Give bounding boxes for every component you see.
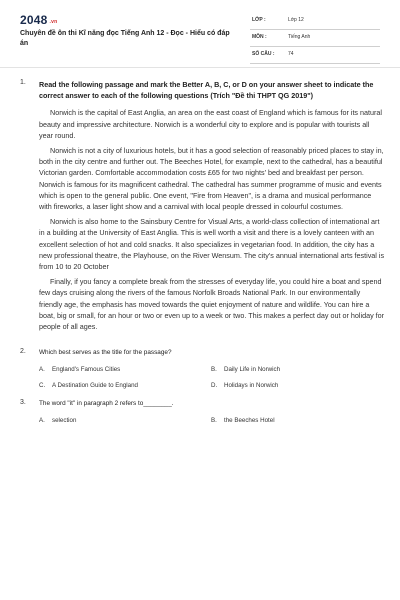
option-text: Daily Life in Norwich [224,366,281,374]
meta-label: MÔN : [252,34,267,40]
option-letter: A. [39,366,45,374]
option-a[interactable] [39,417,76,424]
question-1 [20,79,385,332]
questions-content [20,79,385,429]
option-text: A Destination Guide to England [52,382,138,390]
option-letter: B. [211,417,217,425]
question-number: 3. [20,399,26,407]
question-text: The word "it" in paragraph 2 refers to________. [39,400,174,408]
question-2 [20,348,385,390]
option-b[interactable] [211,417,275,424]
option-text: the Beeches Hotel [224,417,275,425]
passage-paragraph-1: Norwich is the capital of East Anglia, an area on the east coast of England which is famous for its natural beauty and impressive architecture. Norwich is a wonderful city to explore and is popular with tourists all year round. [39,108,383,140]
meta-value: 74 [288,51,294,57]
option-text: selection [52,417,77,425]
option-b[interactable] [211,366,280,373]
answer-options [39,417,385,429]
option-letter: C. [39,382,46,390]
document-meta [250,13,380,64]
site-logo[interactable] [20,13,57,27]
document-title: Chuyên đề ôn thi Kĩ năng đọc Tiếng Anh 12 - Đọc - Hiểu có đáp án [20,30,230,47]
meta-label: SỐ CÂU : [252,51,275,57]
passage-paragraph-2: Norwich is not a city of luxurious hotels, but it has a good selection of reasonably priced places to stay in, both in the city centre and further out. The Beeches Hotel, for example, next to the cathedral, has a beautiful Victorian garden. Comfortable accommodation costs £65 for two nights' bed and breakfast per person. Norwich is famous for its magnificent cathedral. The cathedral has summer programme of music and events which is open to the general public. One event, "Fire from Heaven", is a drama and musical performance with fireworks, a laser light show and a carnival with local people dressed in colourful costumes. [39,146,384,212]
option-d[interactable] [211,382,278,389]
meta-label: LỚP : [252,17,266,23]
header-divider [0,67,400,68]
passage-paragraph-3: Norwich is also home to the Sainsbury Centre for Visual Arts, a world-class collection of international art in a building at the University of East Anglia. This is well worth a visit and there is a lovely canteen with an excellent selection of hot and cold snacks. It also specializes in vegetarian food. In addition, the city has a new professional theatre, the Playhouse, on the River Wensum. The city's annual international arts festival is from 10 to 20 October [39,217,385,272]
meta-value: Lớp 12 [288,17,304,23]
option-text: England's Famous Cities [52,366,121,374]
question-number: 1. [20,79,26,86]
meta-row-subject [250,30,380,47]
meta-row-grade [250,13,380,30]
option-letter: A. [39,417,45,425]
logo-text: 2048 [20,13,48,27]
question-text: Which best serves as the title for the passage? [39,349,172,357]
question-3 [20,399,385,429]
question-instruction: Read the following passage and mark the Better A, B, C, or D on your answer sheet to indicate the correct answer to each of the following questions (Trích "Đề thi THPT QG 2019") [39,80,374,101]
meta-row-count [250,47,380,64]
option-letter: B. [211,366,217,374]
option-letter: D. [211,382,218,390]
answer-options [39,366,385,390]
passage-paragraph-4: Finally, if you fancy a complete break from the stresses of everyday life, you could hire a boat and spend few days cruising along the rivers of the famous Norfolk Broads National Park. In our environmentally friendly age, the emphasis has moved towards the quiet enjoyment of nature and wildlife. You can hire a boat, big or small, for an hour or two or even up to a week or two. This makes a perfect day out or holiday for people of all ages. [39,277,385,332]
page-header [0,0,400,60]
logo-suffix: .vn [49,19,58,25]
meta-value: Tiếng Anh [288,34,311,40]
option-a[interactable] [39,366,120,373]
question-number: 2. [20,348,26,356]
option-c[interactable] [39,382,138,389]
option-text: Holidays in Norwich [224,382,279,390]
